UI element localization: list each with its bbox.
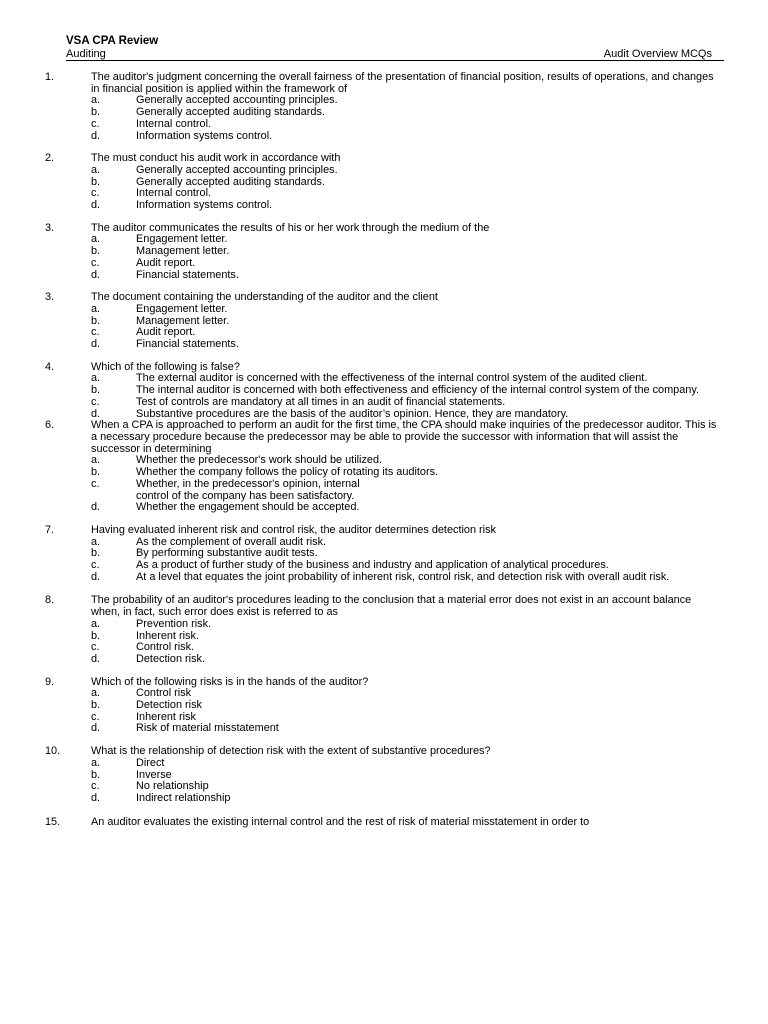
answer-option <box>0 316 768 328</box>
option-letter: c. <box>91 326 100 339</box>
option-text: Risk of material misstatement <box>136 722 279 735</box>
option-letter: c. <box>91 256 100 269</box>
answer-option <box>0 270 768 282</box>
option-letter: b. <box>91 175 101 188</box>
option-text: Financial statements. <box>136 268 239 281</box>
question-number: 4. <box>45 360 55 373</box>
answer-option <box>0 467 768 479</box>
option-text: Generally accepted accounting principles. <box>136 163 338 176</box>
question-number: 10. <box>45 745 61 758</box>
option-letter: b. <box>91 699 101 712</box>
answer-option <box>0 572 768 584</box>
option-letter: b. <box>91 106 101 119</box>
answer-option <box>0 537 768 549</box>
option-letter: a. <box>91 756 101 769</box>
option-text: Information systems control. <box>136 129 273 142</box>
answer-option <box>0 397 768 409</box>
option-letter: d. <box>91 268 101 281</box>
option-text: Whether the company follows the policy of rotating its auditors. <box>136 466 439 479</box>
option-text: The external auditor is concerned with the effectiveness of the internal control system of the audited client. <box>136 372 648 385</box>
question-stem: An auditor evaluates the existing internal control and the rest of risk of material misstatement in order to <box>91 815 590 828</box>
answer-option <box>0 95 768 107</box>
answer-option <box>0 479 768 502</box>
answer-option <box>0 700 768 712</box>
option-text: Audit report. <box>136 256 196 269</box>
option-letter: a. <box>91 454 101 467</box>
answer-option <box>0 770 768 782</box>
question-number: 7. <box>45 523 55 536</box>
option-text: No relationship <box>136 780 209 793</box>
option-text: Internal control. <box>136 187 212 200</box>
option-letter: d. <box>91 722 101 735</box>
answer-option <box>0 246 768 258</box>
question-number: 3. <box>45 221 55 234</box>
option-text: By performing substantive audit tests. <box>136 547 318 560</box>
answer-option <box>0 781 768 793</box>
header-title: VSA CPA Review <box>66 35 159 47</box>
question-item <box>0 362 768 421</box>
option-letter: c. <box>91 710 100 723</box>
option-letter: b. <box>91 547 101 560</box>
option-letter: a. <box>91 372 101 385</box>
answer-option <box>0 688 768 700</box>
option-letter: c. <box>91 117 100 130</box>
option-letter: c. <box>91 780 100 793</box>
question-stem: The auditor's judgment concerning the overall fairness of the presentation of financial position, results of operations, and changes in financial position is applied within the framework of <box>91 71 714 95</box>
option-text: Management letter. <box>136 245 230 258</box>
option-letter: d. <box>91 338 101 351</box>
question-stem: Which of the following is false? <box>91 360 240 373</box>
question-stem: Having evaluated inherent risk and control risk, the auditor determines detection risk <box>91 523 496 536</box>
question-item <box>0 223 768 282</box>
option-letter: c. <box>91 559 100 572</box>
answer-option <box>0 560 768 572</box>
option-text: As the complement of overall audit risk. <box>136 535 327 548</box>
question-number: 15. <box>45 815 61 828</box>
option-text: Whether the predecessor's work should be utilized. <box>136 454 383 467</box>
option-letter: d. <box>91 129 101 142</box>
option-text: Management letter. <box>136 314 230 327</box>
question-item <box>0 72 768 142</box>
option-text: Inverse <box>136 768 172 781</box>
option-letter: d. <box>91 652 101 665</box>
question-number: 2. <box>45 152 55 165</box>
option-letter: b. <box>91 768 101 781</box>
option-letter: b. <box>91 466 101 479</box>
option-text: Whether, in the predecessor's opinion, internal <box>136 477 360 490</box>
option-text: Engagement letter. <box>136 233 228 246</box>
option-letter: a. <box>91 687 101 700</box>
answer-option <box>0 131 768 143</box>
option-letter: d. <box>91 407 101 420</box>
answer-option <box>0 304 768 316</box>
question-item <box>0 292 768 351</box>
answer-option <box>0 631 768 643</box>
answer-option <box>0 234 768 246</box>
question-number: 6. <box>45 419 55 432</box>
option-text: Engagement letter. <box>136 302 228 315</box>
option-letter: d. <box>91 570 101 583</box>
answer-option <box>0 654 768 666</box>
option-text: Indirect relationship <box>136 791 231 804</box>
option-letter: c. <box>91 187 100 200</box>
question-stem: The auditor communicates the results of his or her work through the medium of the <box>91 221 490 234</box>
option-letter: d. <box>91 199 101 212</box>
question-number: 3. <box>45 291 55 304</box>
question-stem: Which of the following risks is in the hands of the auditor? <box>91 675 369 688</box>
option-text: Inherent risk. <box>136 629 199 642</box>
question-stem: The must conduct his audit work in accordance with <box>91 152 341 165</box>
option-letter: b. <box>91 314 101 327</box>
question-item <box>0 746 768 805</box>
question-stem: The probability of an auditor's procedures leading to the conclusion that a material error does not exist in an account balance when, in fact, such error does exist is referred to as <box>91 594 692 619</box>
answer-option <box>0 712 768 724</box>
answer-option <box>0 642 768 654</box>
option-letter: c. <box>91 395 100 408</box>
question-item <box>0 677 768 736</box>
question-number: 8. <box>45 594 55 607</box>
option-letter: c. <box>91 477 100 490</box>
question-stem: The document containing the understanding of the auditor and the client <box>91 291 438 304</box>
question-number: 9. <box>45 675 55 688</box>
option-letter: d. <box>91 791 101 804</box>
option-text: Detection risk. <box>136 652 205 665</box>
option-text: Control risk. <box>136 641 195 654</box>
option-letter: b. <box>91 629 101 642</box>
answer-option <box>0 165 768 177</box>
answer-option <box>0 619 768 631</box>
answer-option <box>0 188 768 200</box>
answer-option <box>0 177 768 189</box>
answer-option <box>0 758 768 770</box>
option-letter: a. <box>91 233 101 246</box>
option-text: Test of controls are mandatory at all times in an audit of financial statements. <box>136 395 506 408</box>
answer-option <box>0 793 768 805</box>
option-letter: a. <box>91 163 101 176</box>
answer-option <box>0 107 768 119</box>
option-letter: a. <box>91 617 101 630</box>
option-text: Inherent risk <box>136 710 196 723</box>
answer-option <box>0 339 768 351</box>
header-subject: Auditing <box>66 48 106 60</box>
option-text: Generally accepted accounting principles. <box>136 94 338 107</box>
option-letter: b. <box>91 384 101 397</box>
option-text: As a product of further study of the business and industry and application of analytical procedures. <box>136 559 609 572</box>
question-number: 1. <box>45 71 55 83</box>
option-letter: b. <box>91 245 101 258</box>
header-section: Audit Overview MCQs <box>603 48 712 60</box>
question-stem: What is the relationship of detection risk with the extent of substantive procedures? <box>91 745 491 758</box>
answer-option <box>0 327 768 339</box>
question-stem: When a CPA is approached to perform an audit for the first time, the CPA should make inquiries of the predecessor auditor. This is a necessary procedure because the predecessor may be able to provide the successor with information that will assist the successor in determining <box>91 419 717 455</box>
option-text: Audit report. <box>136 326 196 339</box>
option-text: Internal control. <box>136 117 212 130</box>
option-text: Direct <box>136 756 165 769</box>
option-text: Substantive procedures are the basis of the auditor’s opinion. Hence, they are mandatory. <box>136 407 569 420</box>
option-letter: d. <box>91 501 101 514</box>
answer-option <box>0 119 768 131</box>
option-letter: a. <box>91 94 101 107</box>
option-text-continuation: control of the company has been satisfactory. <box>136 489 355 502</box>
option-text: Control risk <box>136 687 192 700</box>
option-text: The internal auditor is concerned with both effectiveness and efficiency of the internal control system of the company. <box>136 384 699 397</box>
question-item <box>0 420 768 514</box>
option-text: Generally accepted auditing standards. <box>136 175 325 188</box>
option-text: Information systems control. <box>136 199 273 212</box>
answer-option <box>0 258 768 270</box>
option-letter: a. <box>91 535 101 548</box>
question-list <box>0 72 768 828</box>
option-text: Detection risk <box>136 699 202 712</box>
question-item <box>0 525 768 584</box>
question-item <box>0 153 768 212</box>
option-text: Whether the engagement should be accepted. <box>136 501 360 514</box>
header-divider <box>66 60 724 61</box>
option-text: Generally accepted auditing standards. <box>136 106 325 119</box>
option-text: Prevention risk. <box>136 617 212 630</box>
option-text: At a level that equates the joint probability of inherent risk, control risk, and detection risk with overall audit risk. <box>136 570 670 583</box>
option-letter: a. <box>91 302 101 315</box>
answer-option <box>0 200 768 212</box>
answer-option <box>0 502 768 514</box>
option-letter: c. <box>91 641 100 654</box>
option-text: Financial statements. <box>136 338 239 351</box>
question-item <box>0 595 768 665</box>
question-item <box>0 817 768 829</box>
answer-option <box>0 723 768 735</box>
